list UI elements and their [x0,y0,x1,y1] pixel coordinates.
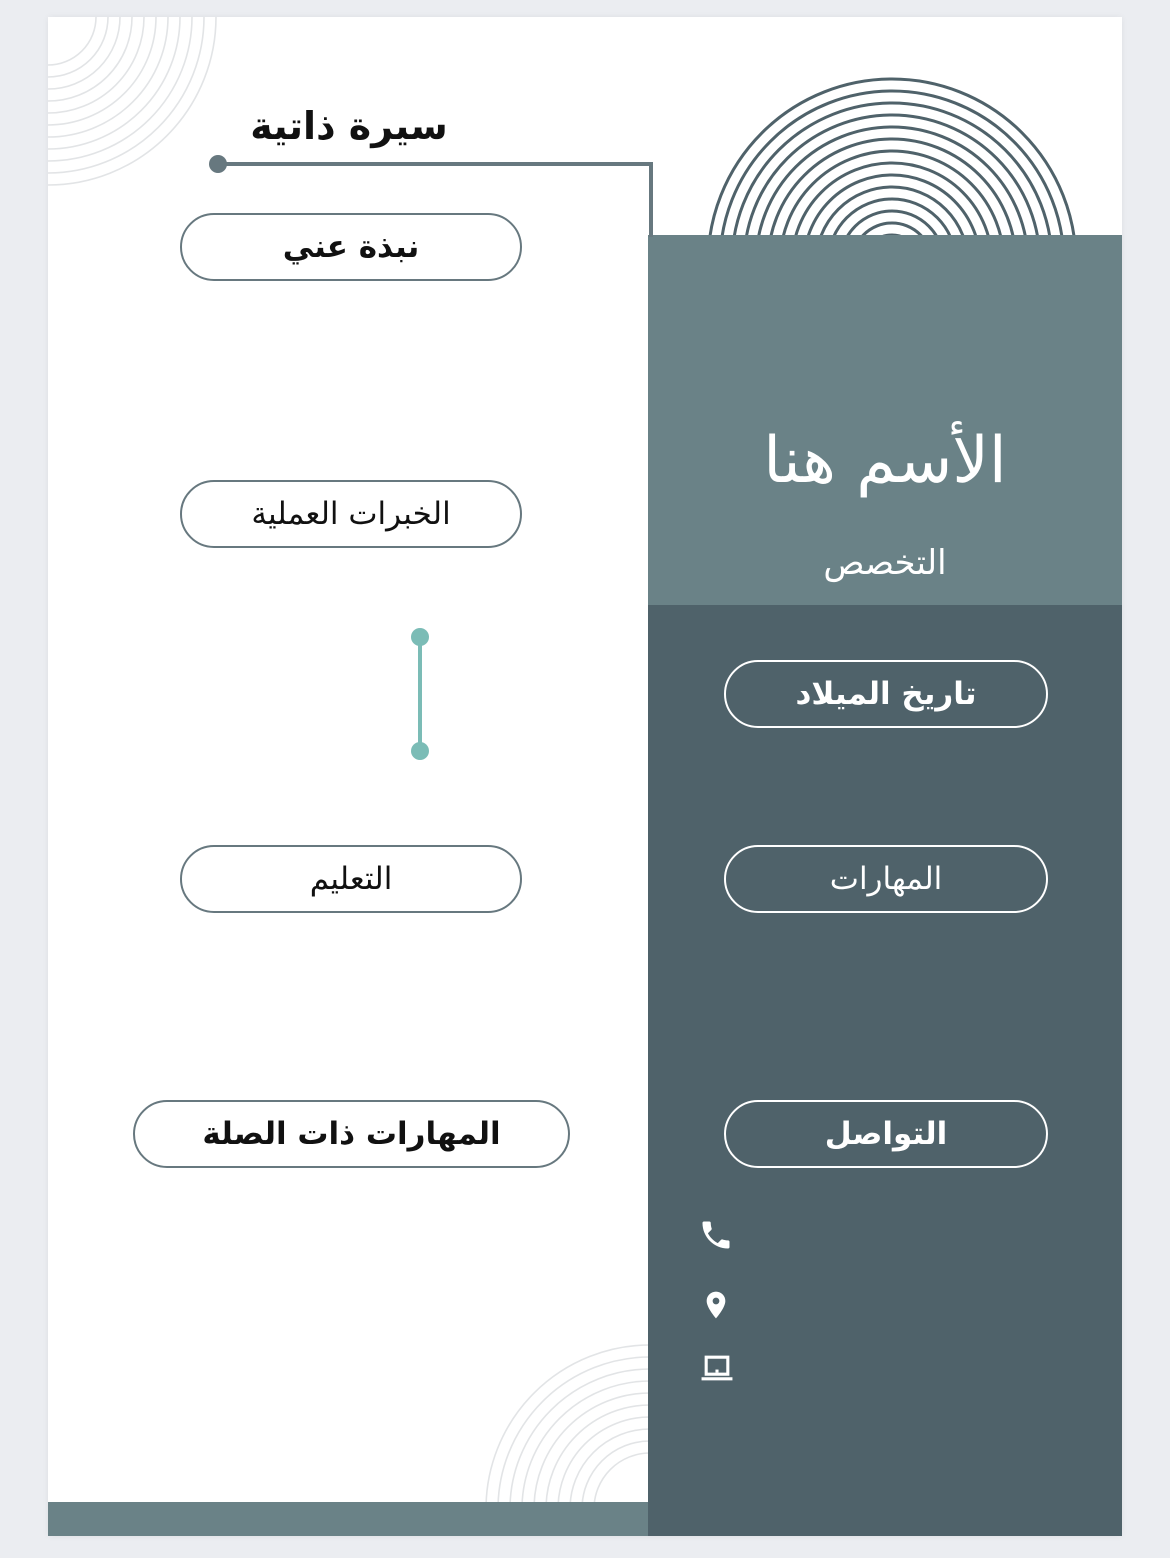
corner-arcs-top-left [48,17,228,197]
phone-icon [698,1217,734,1253]
timeline-accent [410,625,430,761]
name-block [648,235,1122,605]
related-skills-heading: المهارات ذات الصلة [133,1100,570,1168]
about-heading: نبذة عني [180,213,522,281]
page-title: سيرة ذاتية [250,104,448,148]
contact-heading: التواصل [724,1100,1048,1168]
skills-heading: المهارات [724,845,1048,913]
profile-specialty: التخصص [823,543,947,583]
profile-name: الأسم هنا [763,424,1007,498]
bottom-band [48,1502,648,1536]
corner-arcs-bottom [478,1337,650,1505]
cv-page [48,17,1122,1536]
rainbow-arcs-decoration [694,45,1090,237]
education-heading: التعليم [180,845,522,913]
laptop-icon [698,1351,736,1385]
sidebar [648,605,1122,1536]
birth-date-heading: تاريخ الميلاد [724,660,1048,728]
location-pin-icon [700,1287,732,1323]
experience-heading: الخبرات العملية [180,480,522,548]
